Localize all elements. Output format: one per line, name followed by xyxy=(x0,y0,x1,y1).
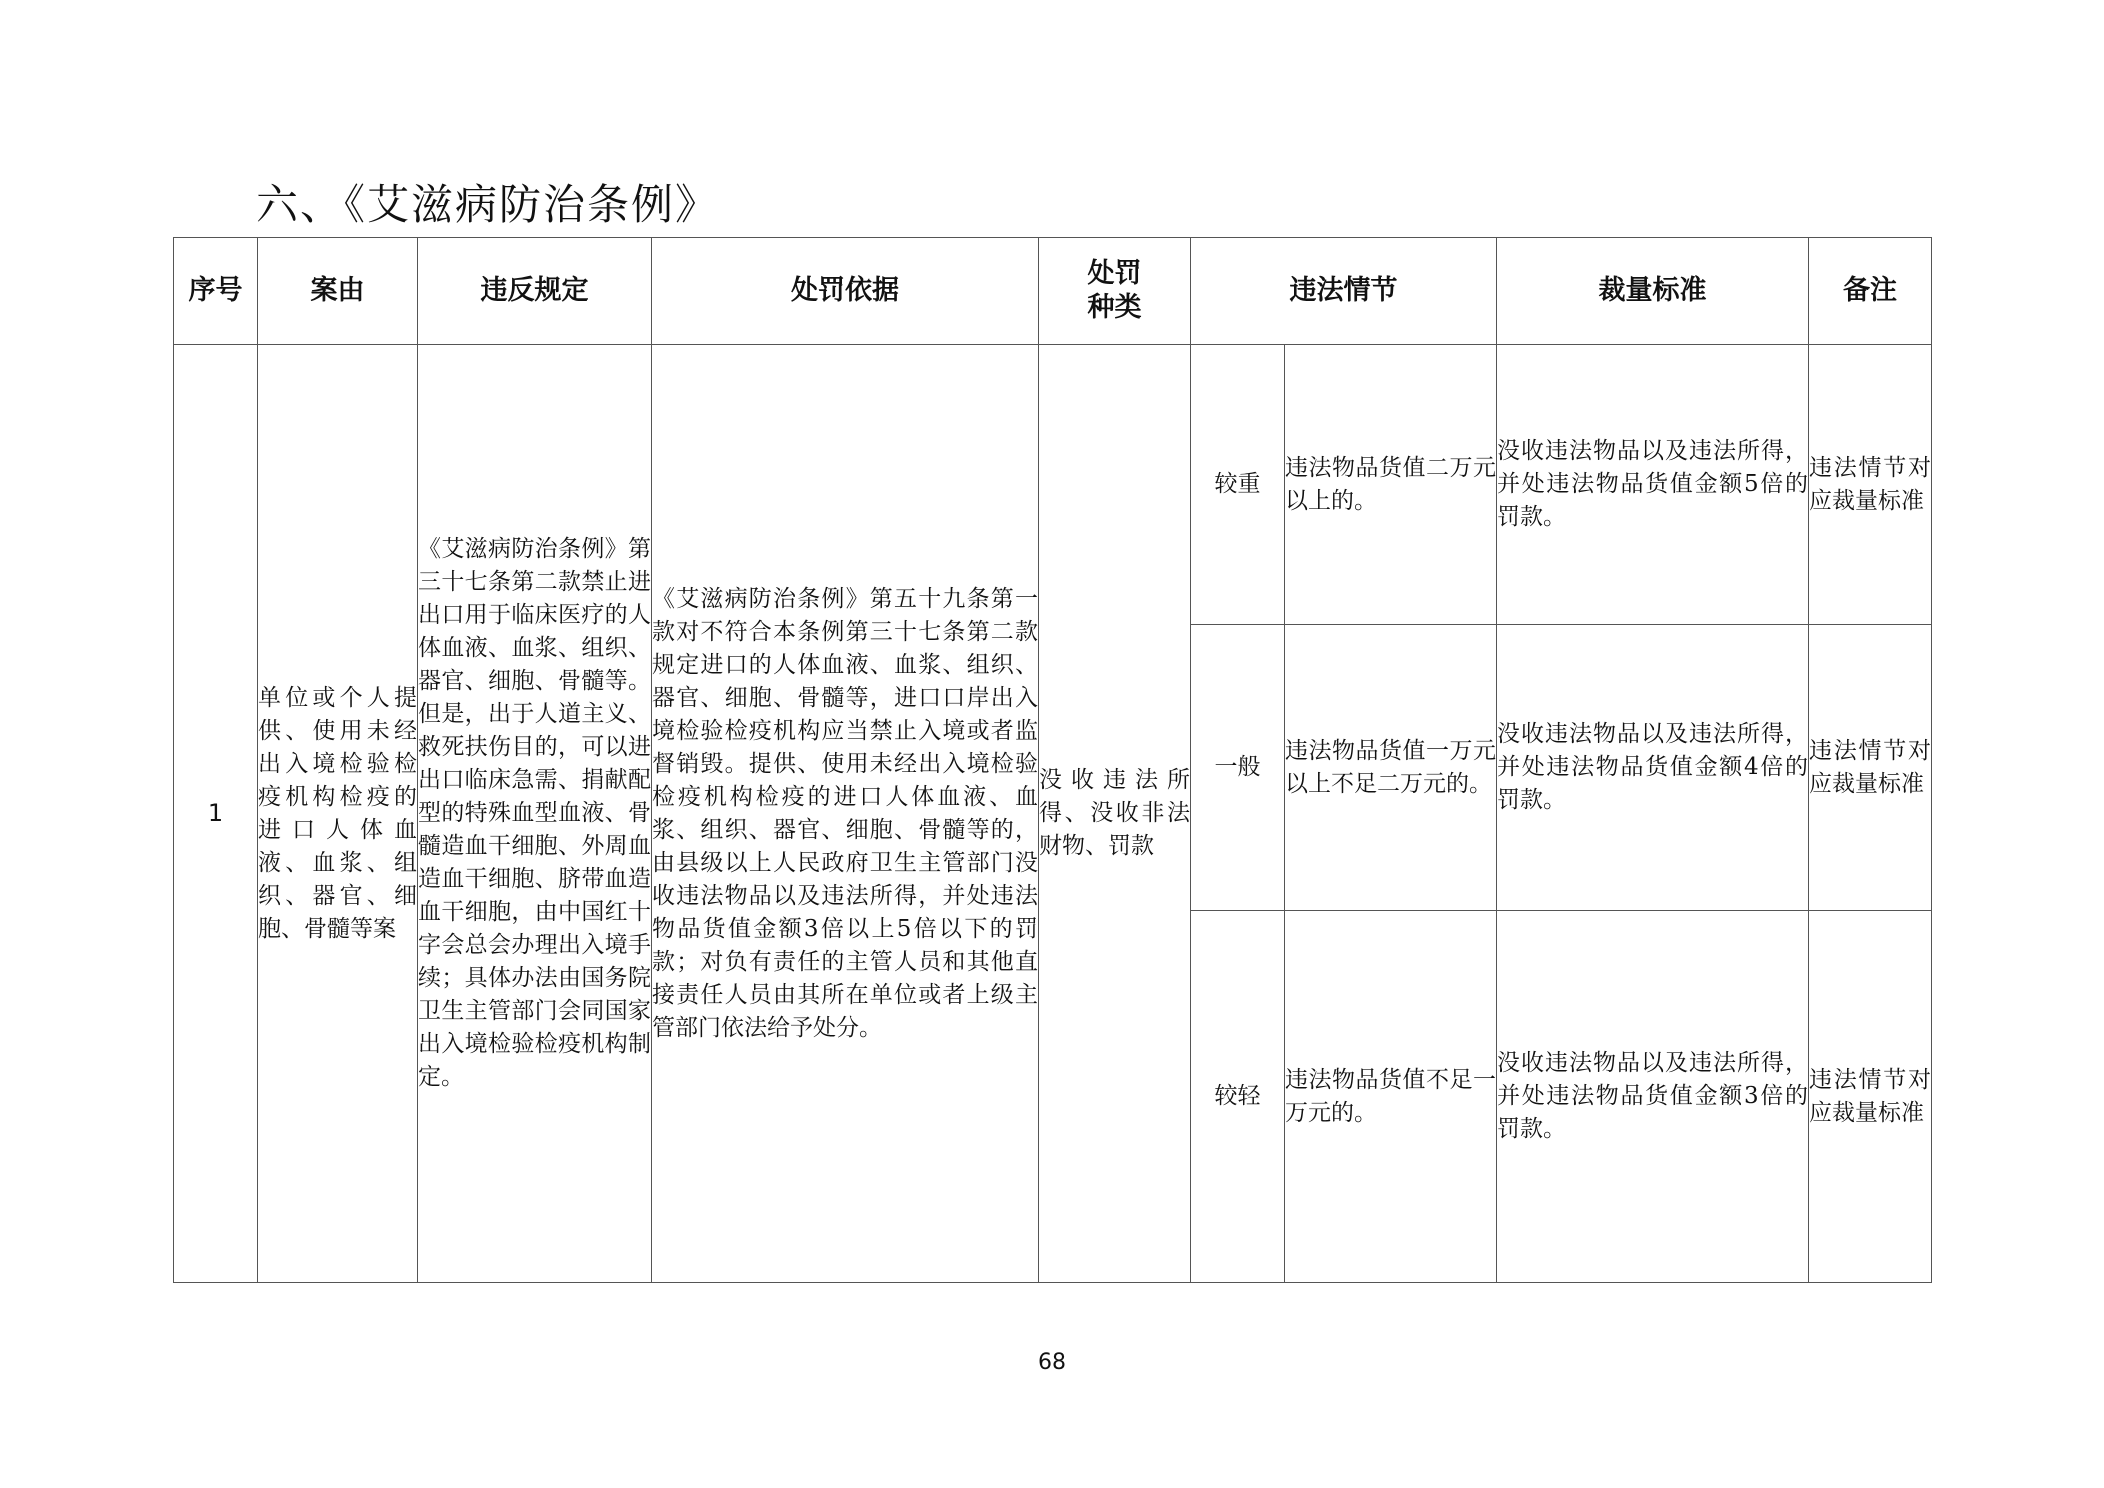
level-label: 较重 xyxy=(1191,345,1285,625)
header-cause: 案由 xyxy=(258,238,418,345)
row-penalty-type: 没收违法所得、没收非法财物、罚款 xyxy=(1039,345,1191,1283)
header-circumstance: 违法情节 xyxy=(1191,238,1497,345)
level-standard: 没收违法物品以及违法所得，并处违法物品货值金额4倍的罚款。 xyxy=(1497,625,1809,911)
row-seq: 1 xyxy=(174,345,258,1283)
level-label: 较轻 xyxy=(1191,911,1285,1283)
header-violation: 违反规定 xyxy=(418,238,652,345)
level-remark: 违法情节对应裁量标准 xyxy=(1809,911,1932,1283)
header-standard: 裁量标准 xyxy=(1497,238,1809,345)
page-number: 68 xyxy=(1038,1350,1066,1375)
header-basis: 处罚依据 xyxy=(652,238,1039,345)
row-violation: 《艾滋病防治条例》第三十七条第二款禁止进出口用于临床医疗的人体血液、血浆、组织、器官、细胞、骨髓等。但是，出于人道主义、救死扶伤目的，可以进出口临床急需、捐献配型的特殊血型血液、骨髓造血干细胞、外周血造血干细胞、脐带血造血干细胞，由中国红十字会总会办理出入境手续；具体办法由国务院卫生主管部门会同国家出入境检验检疫机构制定。 xyxy=(418,345,652,1283)
header-remark: 备注 xyxy=(1809,238,1932,345)
level-remark: 违法情节对应裁量标准 xyxy=(1809,345,1932,625)
header-row xyxy=(174,238,1932,345)
level-standard: 没收违法物品以及违法所得，并处违法物品货值金额5倍的罚款。 xyxy=(1497,345,1809,625)
penalty-table xyxy=(173,237,1932,1283)
level-circumstance: 违法物品货值二万元以上的。 xyxy=(1285,345,1497,625)
row-basis: 《艾滋病防治条例》第五十九条第一款对不符合本条例第三十七条第二款规定进口的人体血液、血浆、组织、器官、细胞、骨髓等，进口口岸出入境检验检疫机构应当禁止入境或者监督销毁。提供、使用未经出入境检验检疫机构检疫的进口人体血液、血浆、组织、器官、细胞、骨髓等的，由县级以上人民政府卫生主管部门没收违法物品以及违法所得，并处违法物品货值金额3倍以上5倍以下的罚款；对负有责任的主管人员和其他直接责任人员由其所在单位或者上级主管部门依法给予处分。 xyxy=(652,345,1039,1283)
level-circumstance: 违法物品货值不足一万元的。 xyxy=(1285,911,1497,1283)
level-label: 一般 xyxy=(1191,625,1285,911)
table-row xyxy=(174,345,1932,625)
level-remark: 违法情节对应裁量标准 xyxy=(1809,625,1932,911)
header-seq: 序号 xyxy=(174,238,258,345)
row-cause: 单位或个人提供、使用未经出入境检验检疫机构检疫的进口人体血液、血浆、组织、器官、细胞、骨髓等案 xyxy=(258,345,418,1283)
header-penalty-type: 处罚 种类 xyxy=(1039,238,1191,345)
level-standard: 没收违法物品以及违法所得，并处违法物品货值金额3倍的罚款。 xyxy=(1497,911,1809,1283)
level-circumstance: 违法物品货值一万元以上不足二万元的。 xyxy=(1285,625,1497,911)
page-title: 六、《艾滋病防治条例》 xyxy=(256,180,720,229)
